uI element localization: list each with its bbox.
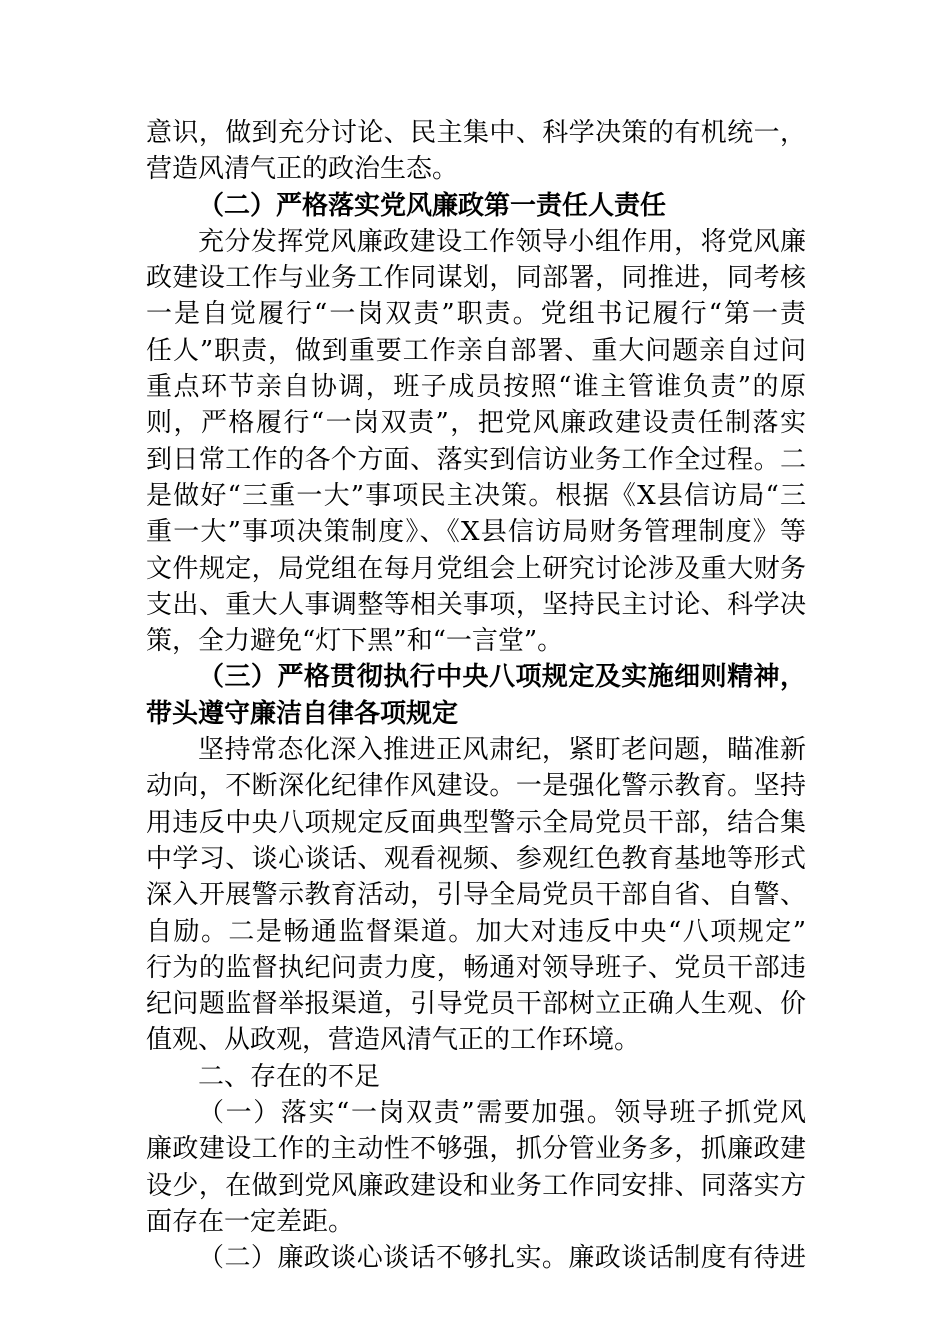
body-line: 深入开展警示教育活动，引导全局党员干部自省、自警、 (146, 880, 806, 911)
body-line: 设少，在做到党风廉政建设和业务工作同安排、同落实方 (146, 1170, 806, 1201)
subheading: （二）严格落实党风廉政第一责任人责任 (198, 190, 667, 221)
subheading: （三）严格贯彻执行中央八项规定及实施细则精神， (198, 662, 806, 693)
body-line: 值观、从政观，营造风清气正的工作环境。 (146, 1025, 641, 1056)
body-line: 支出、重大人事调整等相关事项，坚持民主讨论、科学决 (146, 589, 806, 620)
subheading: 带头遵守廉洁自律各项规定 (146, 698, 459, 729)
body-line: 纪问题监督举报渠道，引导党员干部树立正确人生观、价 (146, 989, 806, 1020)
section-title: 二、存在的不足 (198, 1061, 381, 1092)
body-line: 自励。二是畅通监督渠道。加大对违反中央“八项规定” (146, 916, 806, 947)
body-line: 则，严格履行“一岗双责”，把党风廉政建设责任制落实 (146, 408, 806, 439)
body-line: 坚持常态化深入推进正风肃纪，紧盯老问题，瞄准新 (198, 735, 806, 766)
body-line: 任人”职责，做到重要工作亲自部署、重大问题亲自过问 (146, 335, 806, 366)
body-line: 廉政建设工作的主动性不够强，抓分管业务多，抓廉政建 (146, 1134, 806, 1165)
body-line: 动向，不断深化纪律作风建设。一是强化警示教育。坚持 (146, 771, 806, 802)
body-line: 一是自觉履行“一岗双责”职责。党组书记履行“第一责 (146, 299, 806, 330)
body-line: 重一大”事项决策制度》、《X县信访局财务管理制度》等 (146, 517, 806, 548)
body-line: 用违反中央八项规定反面典型警示全局党员干部，结合集 (146, 807, 806, 838)
body-line: 意识，做到充分讨论、民主集中、科学决策的有机统一， (146, 118, 806, 148)
document-page (146, 115, 806, 1277)
body-line: 政建设工作与业务工作同谋划，同部署，同推进，同考核 (146, 263, 806, 294)
body-line: 是做好“三重一大”事项民主决策。根据《X县信访局“三 (146, 480, 806, 511)
body-line: （一）落实“一岗双责”需要加强。领导班子抓党风 (198, 1098, 806, 1129)
body-line: （二）廉政谈心谈话不够扎实。廉政谈话制度有待进 (198, 1243, 806, 1274)
body-line: 重点环节亲自协调，班子成员按照“谁主管谁负责”的原 (146, 372, 806, 403)
body-line: 到日常工作的各个方面、落实到信访业务工作全过程。二 (146, 444, 806, 475)
body-line: 营造风清气正的政治生态。 (146, 154, 459, 185)
body-line: 文件规定，局党组在每月党组会上研究讨论涉及重大财务 (146, 553, 806, 584)
body-line: 中学习、谈心谈话、观看视频、参观红色教育基地等形式 (146, 843, 806, 874)
body-line: 行为的监督执纪问责力度，畅通对领导班子、党员干部违 (146, 952, 806, 983)
body-line: 策，全力避免“灯下黑”和“一言堂”。 (146, 626, 564, 657)
body-line: 面存在一定差距。 (146, 1206, 355, 1237)
body-line: 充分发挥党风廉政建设工作领导小组作用，将党风廉 (198, 226, 806, 257)
